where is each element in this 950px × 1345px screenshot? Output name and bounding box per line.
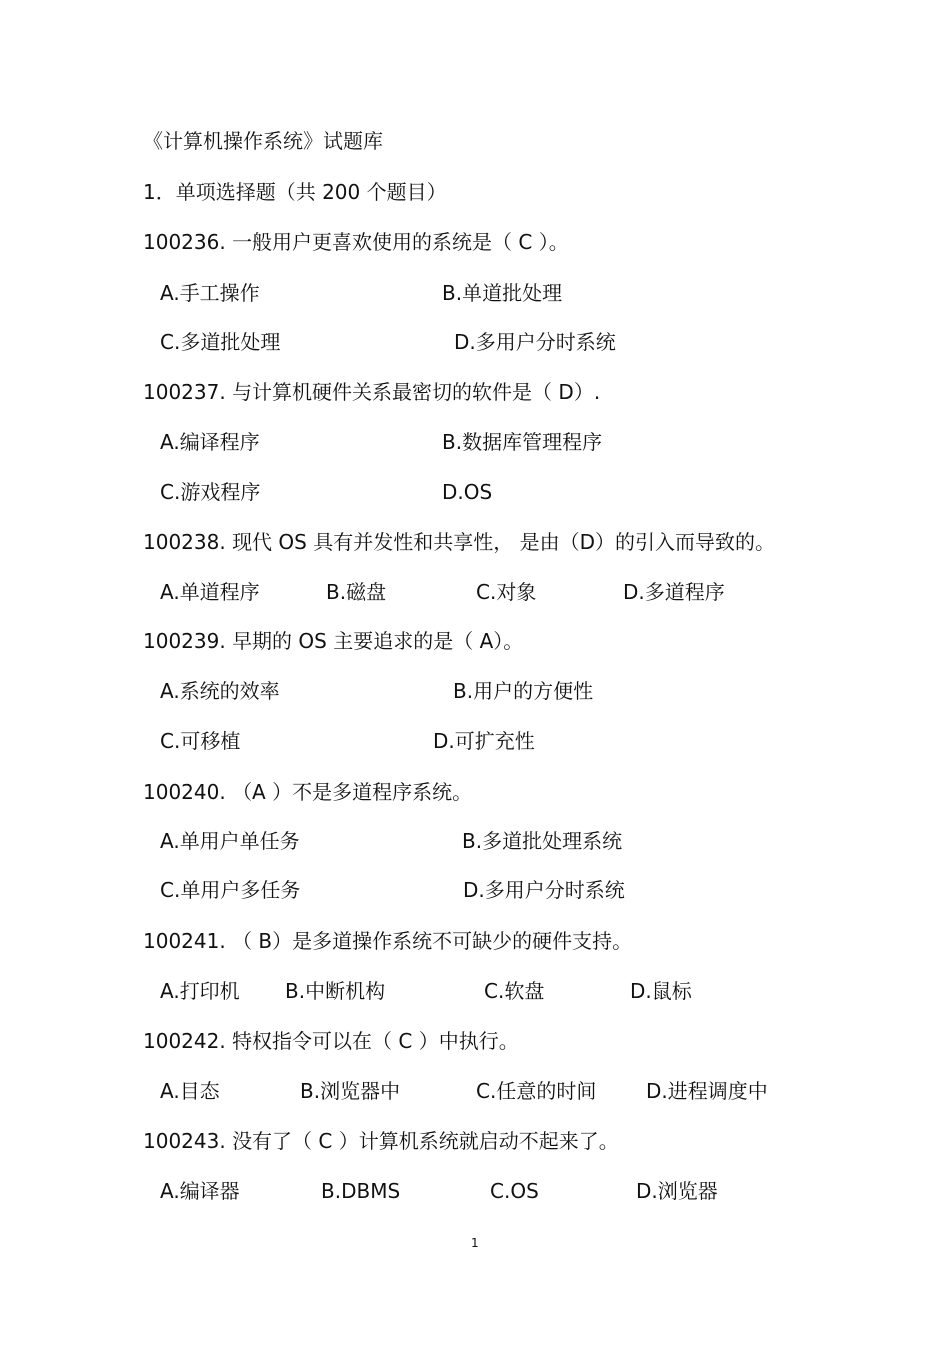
option-c: C.对象 <box>476 580 537 604</box>
option-c: C.任意的时间 <box>476 1079 597 1103</box>
option-a: A.打印机 <box>160 979 240 1003</box>
option-b: B.DBMS <box>321 1179 401 1203</box>
option-d: D.OS <box>442 480 493 504</box>
section-heading: 1．单项选择题（共 200 个题目） <box>143 180 447 204</box>
question-stem: 100241. （ B）是多道操作系统不可缺少的硬件支持。 <box>143 929 633 953</box>
option-d: D.浏览器 <box>636 1179 718 1203</box>
doc-title: 《计算机操作系统》试题库 <box>143 129 383 153</box>
option-a: A.手工操作 <box>160 281 260 305</box>
question-stem: 100240. （A ）不是多道程序系统。 <box>143 780 473 804</box>
option-d: D.多用户分时系统 <box>454 330 616 354</box>
question-stem: 100243. 没有了（ C ）计算机系统就启动不起来了。 <box>143 1129 619 1153</box>
question-stem: 100236. 一般用户更喜欢使用的系统是（ C ）。 <box>143 230 569 254</box>
option-b: B.多道批处理系统 <box>462 829 623 853</box>
question-stem: 100238. 现代 OS 具有并发性和共享性， 是由（D）的引入而导致的。 <box>143 530 775 554</box>
question-stem: 100242. 特权指令可以在（ C ）中执行。 <box>143 1029 519 1053</box>
option-d: D.多道程序 <box>623 580 725 604</box>
option-b: B.中断机构 <box>285 979 386 1003</box>
option-c: C.软盘 <box>484 979 545 1003</box>
question-stem: 100239. 早期的 OS 主要追求的是（ A）。 <box>143 629 524 653</box>
option-c: C.单用户多任务 <box>160 878 301 902</box>
option-d: D.多用户分时系统 <box>463 878 625 902</box>
option-b: B.数据库管理程序 <box>442 430 603 454</box>
option-d: D.可扩充性 <box>433 729 535 753</box>
option-a: A.系统的效率 <box>160 679 280 703</box>
option-c: C.OS <box>490 1179 539 1203</box>
option-a: A.编译程序 <box>160 430 260 454</box>
option-b: B.浏览器中 <box>300 1079 401 1103</box>
option-b: B.用户的方便性 <box>453 679 594 703</box>
option-a: A.单道程序 <box>160 580 260 604</box>
option-d: D.鼠标 <box>630 979 692 1003</box>
option-c: C.多道批处理 <box>160 330 281 354</box>
option-c: C.游戏程序 <box>160 480 261 504</box>
option-a: A.编译器 <box>160 1179 240 1203</box>
question-stem: 100237. 与计算机硬件关系最密切的软件是（ D）. <box>143 380 601 404</box>
page-number: 1 <box>471 1236 479 1250</box>
option-b: B.磁盘 <box>326 580 387 604</box>
option-a: A.目态 <box>160 1079 220 1103</box>
option-b: B.单道批处理 <box>442 281 563 305</box>
option-a: A.单用户单任务 <box>160 829 300 853</box>
option-d: D.进程调度中 <box>646 1079 768 1103</box>
option-c: C.可移植 <box>160 729 241 753</box>
